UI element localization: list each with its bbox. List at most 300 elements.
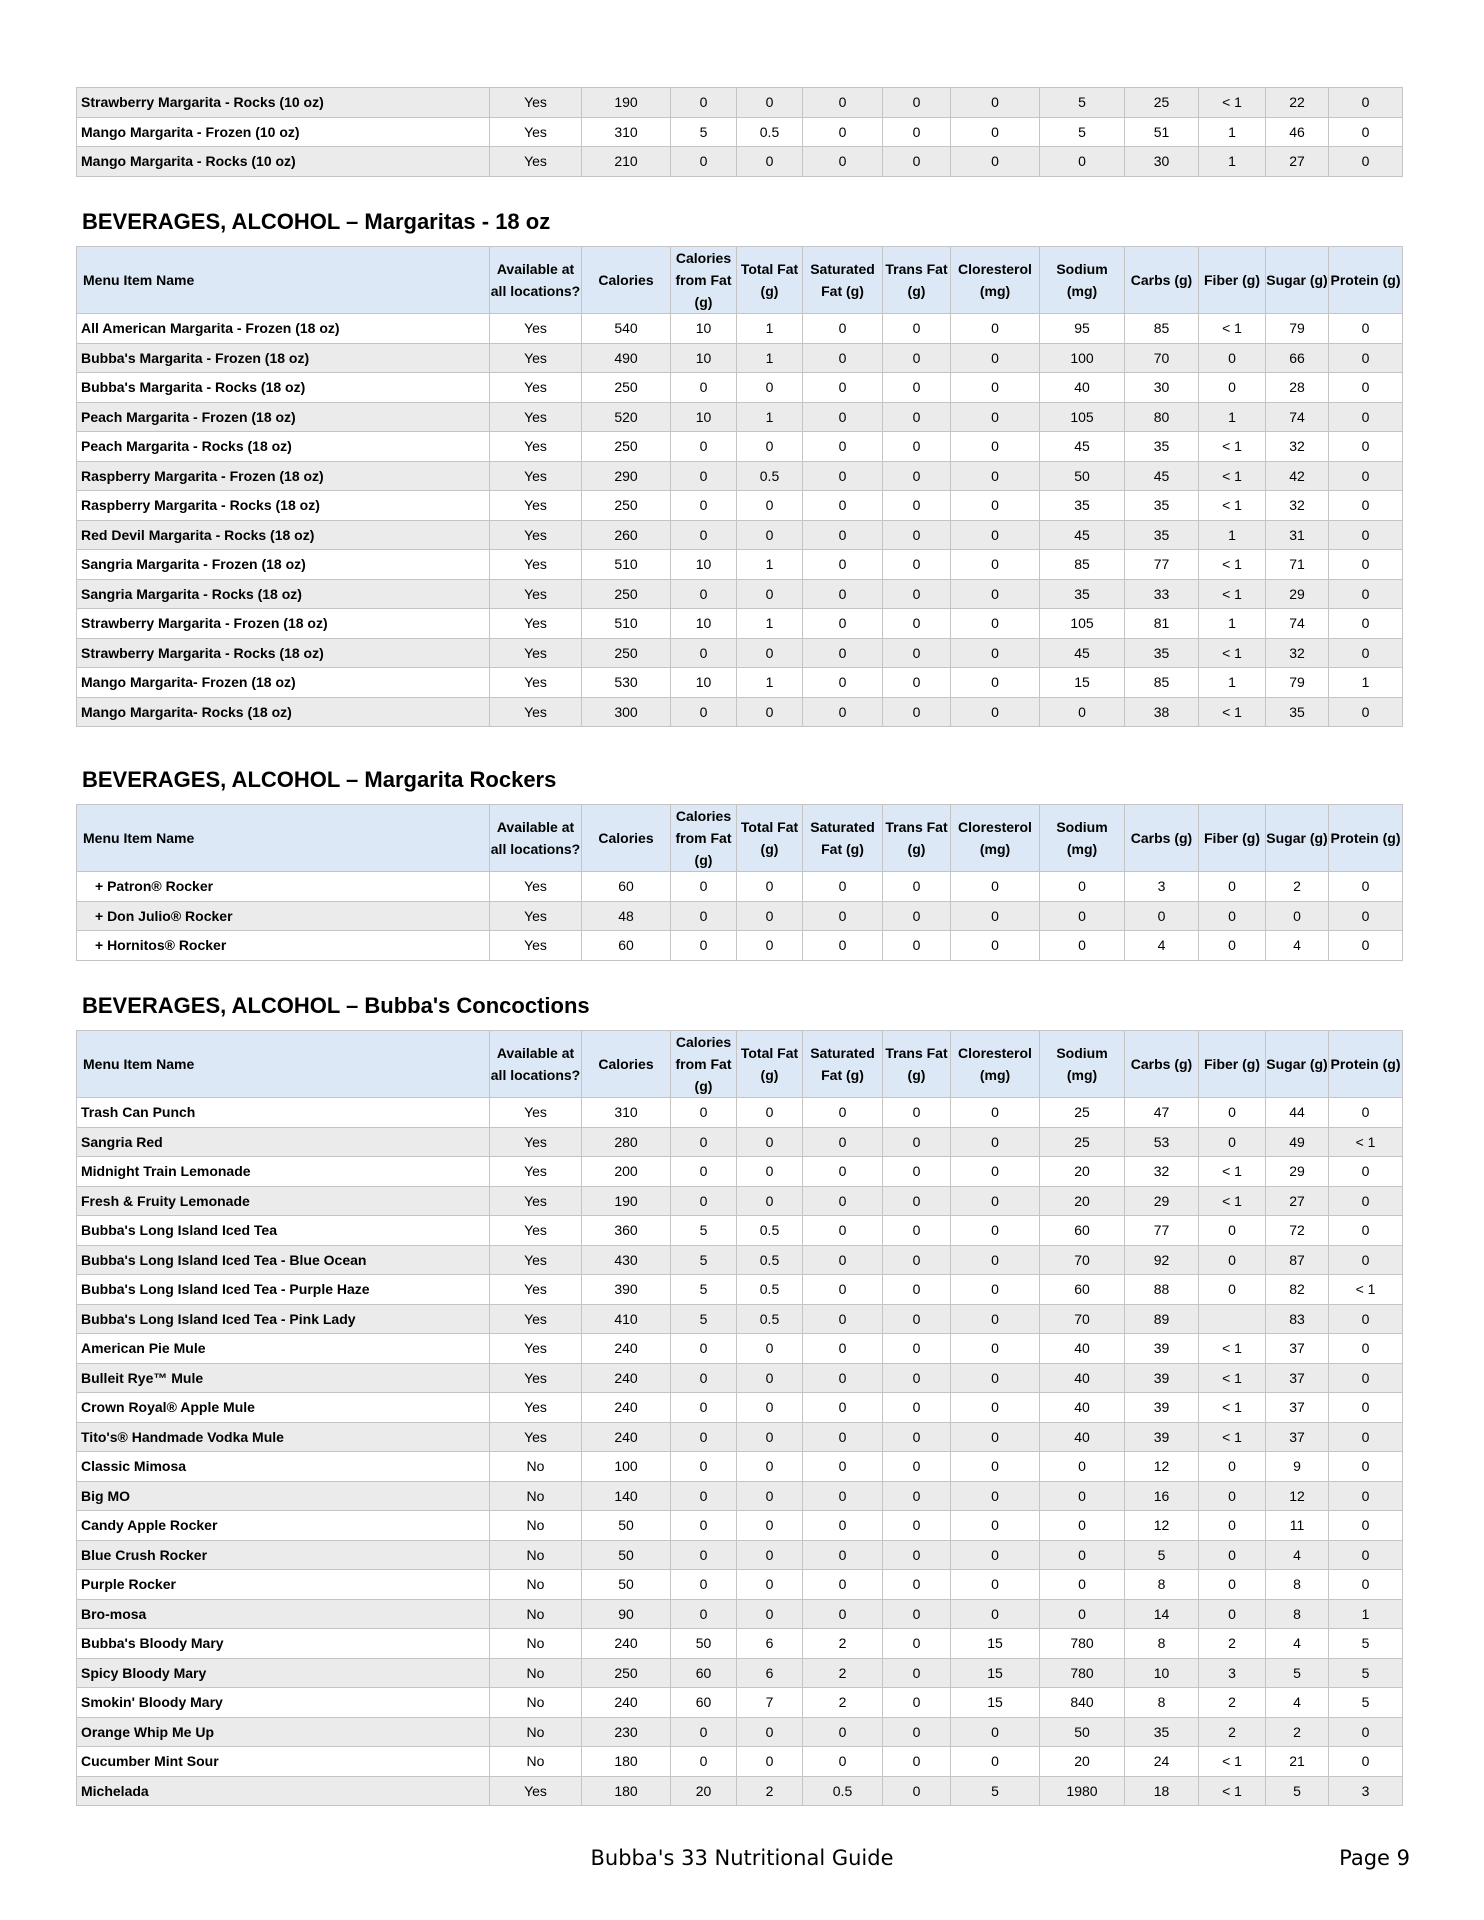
table-cell: 0 <box>1199 1245 1266 1275</box>
table-cell: < 1 <box>1199 1157 1266 1187</box>
column-header: Saturated Fat (g) <box>803 1031 883 1098</box>
table-cell: 0 <box>671 1481 737 1511</box>
table-cell: < 1 <box>1199 638 1266 668</box>
table-cell: 0 <box>671 88 737 118</box>
table-cell: < 1 <box>1199 1422 1266 1452</box>
table-cell: 1 <box>1199 609 1266 639</box>
table-cell: 0 <box>803 668 883 698</box>
table-cell: 300 <box>582 697 671 727</box>
item-name: Candy Apple Rocker <box>77 1511 490 1541</box>
table-cell: 0 <box>951 931 1040 961</box>
table-cell: 0 <box>1329 1717 1403 1747</box>
table-cell: 240 <box>582 1422 671 1452</box>
table-cell: 60 <box>582 872 671 902</box>
table-cell: 5 <box>1040 117 1125 147</box>
table-cell: 0 <box>883 373 951 403</box>
table-cell: 0 <box>803 88 883 118</box>
table-cell: 0 <box>1199 1127 1266 1157</box>
table-cell: 18 <box>1125 1776 1199 1806</box>
table-cell: 310 <box>582 117 671 147</box>
table-cell: Yes <box>490 697 582 727</box>
table-cell: 0 <box>951 1216 1040 1246</box>
table-cell: 0 <box>1329 901 1403 931</box>
column-header: Protein (g) <box>1329 805 1403 872</box>
table-cell: 48 <box>582 901 671 931</box>
table-row <box>77 432 1403 462</box>
table-cell: 0 <box>803 1540 883 1570</box>
table-cell: 0 <box>737 491 803 521</box>
table-cell: 10 <box>671 343 737 373</box>
column-header: Sodium (mg) <box>1040 805 1125 872</box>
table-cell: Yes <box>490 1098 582 1128</box>
table-cell: < 1 <box>1329 1275 1403 1305</box>
table-cell: No <box>490 1481 582 1511</box>
column-header: Trans Fat (g) <box>883 247 951 314</box>
table-cell: 540 <box>582 314 671 344</box>
table-row <box>77 491 1403 521</box>
table-cell: 0 <box>883 147 951 177</box>
table-cell: 0 <box>883 1599 951 1629</box>
table-cell: Yes <box>490 147 582 177</box>
table-cell: 0 <box>1329 697 1403 727</box>
table-cell: 0 <box>1329 1216 1403 1246</box>
item-name: Raspberry Margarita - Frozen (18 oz) <box>77 461 490 491</box>
table-cell: 250 <box>582 373 671 403</box>
table-cell: 72 <box>1266 1216 1329 1246</box>
table-cell: 46 <box>1266 117 1329 147</box>
table-cell: 0 <box>951 1540 1040 1570</box>
table-cell: 0 <box>803 579 883 609</box>
table-cell: 0 <box>1329 314 1403 344</box>
table-cell: 0 <box>803 901 883 931</box>
table-cell: 87 <box>1266 1245 1329 1275</box>
table-cell: 0 <box>803 373 883 403</box>
table-cell: 44 <box>1266 1098 1329 1128</box>
table-cell: 280 <box>582 1127 671 1157</box>
table-cell: 0 <box>1199 1540 1266 1570</box>
table-cell: 35 <box>1125 520 1199 550</box>
table-row <box>77 373 1403 403</box>
table-row <box>77 402 1403 432</box>
column-header: Carbs (g) <box>1125 805 1199 872</box>
table-cell: 35 <box>1125 638 1199 668</box>
table-cell: No <box>490 1688 582 1718</box>
column-header: Menu Item Name <box>77 805 490 872</box>
table-cell: 0 <box>951 697 1040 727</box>
table-cell: 100 <box>1040 343 1125 373</box>
table-cell: 0 <box>737 147 803 177</box>
table-cell: 0 <box>883 901 951 931</box>
table-cell: 2 <box>1266 872 1329 902</box>
table-row <box>77 314 1403 344</box>
table-cell: 240 <box>582 1629 671 1659</box>
table-cell: 45 <box>1040 520 1125 550</box>
table-row <box>77 1157 1403 1187</box>
table-cell: 0 <box>671 697 737 727</box>
table-row <box>77 1481 1403 1511</box>
table-cell: 0 <box>803 1186 883 1216</box>
table-cell: 0 <box>1199 1599 1266 1629</box>
item-name: Mango Margarita- Frozen (18 oz) <box>77 668 490 698</box>
table-cell: 30 <box>1125 373 1199 403</box>
table-row <box>77 1422 1403 1452</box>
table-cell: 0 <box>803 1717 883 1747</box>
table-cell: 490 <box>582 343 671 373</box>
table-cell: 780 <box>1040 1658 1125 1688</box>
table-cell: 0 <box>671 1540 737 1570</box>
table-cell: 0 <box>951 1157 1040 1187</box>
table-cell: 60 <box>671 1688 737 1718</box>
table-cell: 4 <box>1266 1629 1329 1659</box>
item-name: Sangria Margarita - Rocks (18 oz) <box>77 579 490 609</box>
column-header: Sodium (mg) <box>1040 1031 1125 1098</box>
table-cell: 0 <box>737 1422 803 1452</box>
item-name: Orange Whip Me Up <box>77 1717 490 1747</box>
table-cell: 74 <box>1266 609 1329 639</box>
table-cell: 39 <box>1125 1393 1199 1423</box>
table-cell: 0 <box>951 1452 1040 1482</box>
table-row <box>77 147 1403 177</box>
table-cell: 0 <box>737 88 803 118</box>
table-cell: 0 <box>1329 1098 1403 1128</box>
table-cell: 0 <box>803 1334 883 1364</box>
table-cell: 0 <box>883 520 951 550</box>
table-cell: 2 <box>1199 1717 1266 1747</box>
table-cell: 0 <box>671 1422 737 1452</box>
table-cell: 0 <box>1329 117 1403 147</box>
table-cell: 0 <box>803 1098 883 1128</box>
table-cell: 0 <box>951 1245 1040 1275</box>
table-cell: 20 <box>1040 1747 1125 1777</box>
table-cell: 0 <box>737 579 803 609</box>
table-cell: 430 <box>582 1245 671 1275</box>
column-header: Fiber (g) <box>1199 805 1266 872</box>
table-row <box>77 1629 1403 1659</box>
table-cell: 0 <box>1329 373 1403 403</box>
table-cell: 0 <box>803 1481 883 1511</box>
table-cell: 25 <box>1040 1127 1125 1157</box>
table-cell: 0 <box>883 550 951 580</box>
table-cell: 6 <box>737 1658 803 1688</box>
table-cell: No <box>490 1599 582 1629</box>
table-cell: 0 <box>883 1540 951 1570</box>
table-cell: 1 <box>737 314 803 344</box>
table-cell: 29 <box>1266 579 1329 609</box>
column-header: Sodium (mg) <box>1040 247 1125 314</box>
item-name: Spicy Bloody Mary <box>77 1658 490 1688</box>
table-cell: 0 <box>883 1186 951 1216</box>
table-cell: 0 <box>951 314 1040 344</box>
table-cell: 410 <box>582 1304 671 1334</box>
table-cell: 92 <box>1125 1245 1199 1275</box>
table-cell: 0 <box>737 1098 803 1128</box>
header-row <box>77 805 1403 872</box>
table-cell: 5 <box>671 1304 737 1334</box>
table-cell: 2 <box>1199 1629 1266 1659</box>
item-name: Mango Margarita- Rocks (18 oz) <box>77 697 490 727</box>
table-cell: 0 <box>951 1275 1040 1305</box>
table-cell: Yes <box>490 1127 582 1157</box>
table-cell: 0 <box>737 1334 803 1364</box>
table-cell: 250 <box>582 579 671 609</box>
item-name: Crown Royal® Apple Mule <box>77 1393 490 1423</box>
table-cell: < 1 <box>1199 1186 1266 1216</box>
item-name: Red Devil Margarita - Rocks (18 oz) <box>77 520 490 550</box>
table-cell: 0 <box>883 402 951 432</box>
footer-title: Bubba's 33 Nutritional Guide <box>590 1846 894 1870</box>
table-cell: 0 <box>1040 1511 1125 1541</box>
column-header: Menu Item Name <box>77 247 490 314</box>
item-name: Bubba's Long Island Iced Tea - Blue Ocean <box>77 1245 490 1275</box>
table-cell: 40 <box>1040 1363 1125 1393</box>
item-name: Strawberry Margarita - Rocks (18 oz) <box>77 638 490 668</box>
table-cell: 0 <box>803 432 883 462</box>
table-cell: 0 <box>803 1245 883 1275</box>
table-cell: 0 <box>671 1186 737 1216</box>
table-cell: 0 <box>883 1363 951 1393</box>
table-row <box>77 697 1403 727</box>
table-cell: 88 <box>1125 1275 1199 1305</box>
table-cell: 0 <box>737 1186 803 1216</box>
table-cell: 32 <box>1266 491 1329 521</box>
table-cell: < 1 <box>1199 1393 1266 1423</box>
table-cell: Yes <box>490 1776 582 1806</box>
table-cell: 45 <box>1040 638 1125 668</box>
table-cell: 0 <box>737 697 803 727</box>
column-header: Protein (g) <box>1329 1031 1403 1098</box>
table-cell: 0 <box>1329 147 1403 177</box>
table-cell: 0 <box>1199 1275 1266 1305</box>
table-row <box>77 668 1403 698</box>
table-cell: 0 <box>883 343 951 373</box>
table-cell: 360 <box>582 1216 671 1246</box>
section-title: BEVERAGES, ALCOHOL – Bubba's Concoctions <box>82 993 590 1018</box>
table-cell: 1 <box>737 550 803 580</box>
item-name: Cucumber Mint Sour <box>77 1747 490 1777</box>
table-row <box>77 901 1403 931</box>
table-row <box>77 1776 1403 1806</box>
table-cell: 85 <box>1040 550 1125 580</box>
table-cell: 8 <box>1125 1570 1199 1600</box>
table-cell: 32 <box>1125 1157 1199 1187</box>
table-cell: 8 <box>1125 1688 1199 1718</box>
table-cell: 0 <box>671 491 737 521</box>
table-cell: 5 <box>1266 1658 1329 1688</box>
table-cell: 1980 <box>1040 1776 1125 1806</box>
table-cell: 0 <box>671 579 737 609</box>
table-cell: 0 <box>883 1658 951 1688</box>
table-cell: 0 <box>1329 1157 1403 1187</box>
table-cell: 2 <box>803 1629 883 1659</box>
table-cell: Yes <box>490 1275 582 1305</box>
table-cell: 5 <box>671 1216 737 1246</box>
table-cell: 0 <box>737 638 803 668</box>
table-cell: 0.5 <box>803 1776 883 1806</box>
table-cell: 780 <box>1040 1629 1125 1659</box>
table-row <box>77 931 1403 961</box>
table-cell: 10 <box>671 402 737 432</box>
table-cell: 1 <box>1199 520 1266 550</box>
table-row <box>77 1658 1403 1688</box>
table-row <box>77 1216 1403 1246</box>
table-cell: 35 <box>1040 491 1125 521</box>
table-cell: 0 <box>883 117 951 147</box>
table-cell: 0 <box>951 1334 1040 1364</box>
table-cell: < 1 <box>1199 432 1266 462</box>
item-name: Big MO <box>77 1481 490 1511</box>
table-cell: 22 <box>1266 88 1329 118</box>
item-name: Trash Can Punch <box>77 1098 490 1128</box>
table-cell: 15 <box>1040 668 1125 698</box>
table-cell: 0 <box>1040 1570 1125 1600</box>
table-cell: 0 <box>671 872 737 902</box>
table-row <box>77 1452 1403 1482</box>
table-cell: 0 <box>883 872 951 902</box>
table-cell: 0 <box>1040 1599 1125 1629</box>
table-cell: 77 <box>1125 1216 1199 1246</box>
table-cell: Yes <box>490 1216 582 1246</box>
table-cell: 40 <box>1040 373 1125 403</box>
table-cell: 0 <box>883 931 951 961</box>
table-cell: Yes <box>490 373 582 403</box>
table-row <box>77 1304 1403 1334</box>
table-cell: 140 <box>582 1481 671 1511</box>
table-cell: 0 <box>1329 1540 1403 1570</box>
column-header: Calories from Fat (g) <box>671 1031 737 1098</box>
table-cell: 39 <box>1125 1334 1199 1364</box>
table-row <box>77 872 1403 902</box>
table-cell: 0 <box>803 1422 883 1452</box>
table-cell: Yes <box>490 314 582 344</box>
table-cell: 0 <box>803 1747 883 1777</box>
table-cell: 71 <box>1266 550 1329 580</box>
table-cell: 0 <box>883 88 951 118</box>
table-cell: 0 <box>803 1570 883 1600</box>
table-cell: 0 <box>671 520 737 550</box>
table-cell: 0 <box>1329 343 1403 373</box>
table-cell: 32 <box>1266 432 1329 462</box>
table-cell: 8 <box>1125 1629 1199 1659</box>
table-cell: 50 <box>671 1629 737 1659</box>
table-cell: 39 <box>1125 1422 1199 1452</box>
table-cell: 0.5 <box>737 461 803 491</box>
table-cell: 510 <box>582 609 671 639</box>
margarita-rockers-table <box>76 804 1403 961</box>
table-cell: 0 <box>803 638 883 668</box>
item-name: Purple Rocker <box>77 1570 490 1600</box>
table-cell: 12 <box>1125 1511 1199 1541</box>
table-cell: 38 <box>1125 697 1199 727</box>
table-cell: 0 <box>883 1393 951 1423</box>
table-cell: 1 <box>1199 117 1266 147</box>
table-row <box>77 88 1403 118</box>
table-cell: 28 <box>1266 373 1329 403</box>
table-cell: 12 <box>1125 1452 1199 1482</box>
table-cell: 0 <box>951 1363 1040 1393</box>
table-cell: 0 <box>737 1599 803 1629</box>
table-cell: 0 <box>951 1393 1040 1423</box>
table-cell: 0 <box>951 147 1040 177</box>
table-cell: 0 <box>883 1688 951 1718</box>
table-cell: 70 <box>1040 1304 1125 1334</box>
table-cell: 0 <box>1199 1481 1266 1511</box>
item-name: Bro-mosa <box>77 1599 490 1629</box>
table-cell: 0 <box>1199 1216 1266 1246</box>
table-cell: 0 <box>1329 638 1403 668</box>
table-cell: 0 <box>803 147 883 177</box>
table-cell: 0 <box>883 638 951 668</box>
table-cell: 0 <box>1329 1363 1403 1393</box>
table-cell: 250 <box>582 1658 671 1688</box>
table-cell: 0 <box>951 461 1040 491</box>
column-header: Calories <box>582 1031 671 1098</box>
table-cell: 0 <box>1040 1452 1125 1482</box>
table-cell: 0 <box>883 1127 951 1157</box>
table-cell: Yes <box>490 1245 582 1275</box>
table-cell: 5 <box>1040 88 1125 118</box>
table-cell: 0 <box>671 1393 737 1423</box>
table-cell: 0 <box>1329 1334 1403 1364</box>
table-cell: 0 <box>671 1157 737 1187</box>
table-cell: 70 <box>1040 1245 1125 1275</box>
table-cell: 5 <box>671 1245 737 1275</box>
table-cell: 20 <box>1040 1157 1125 1187</box>
table-cell: 12 <box>1266 1481 1329 1511</box>
table-cell: 0 <box>951 1304 1040 1334</box>
table-cell: 25 <box>1040 1098 1125 1128</box>
item-name: Bulleit Rye™ Mule <box>77 1363 490 1393</box>
item-name: Raspberry Margarita - Rocks (18 oz) <box>77 491 490 521</box>
table-cell: 250 <box>582 638 671 668</box>
table-cell: 39 <box>1125 1363 1199 1393</box>
table-cell: 0 <box>951 491 1040 521</box>
table-cell: 8 <box>1266 1599 1329 1629</box>
table-cell: 0 <box>951 638 1040 668</box>
column-header: Saturated Fat (g) <box>803 247 883 314</box>
table-cell: 0 <box>883 1422 951 1452</box>
table-cell: 1 <box>737 343 803 373</box>
page-number: Page 9 <box>1339 1846 1410 1870</box>
column-header: Total Fat (g) <box>737 1031 803 1098</box>
table-cell: 50 <box>582 1570 671 1600</box>
table-cell: 0 <box>803 1511 883 1541</box>
table-cell: 95 <box>1040 314 1125 344</box>
table-cell: 5 <box>1266 1776 1329 1806</box>
table-cell: 15 <box>951 1629 1040 1659</box>
table-cell: 1 <box>1199 668 1266 698</box>
table-cell: 290 <box>582 461 671 491</box>
table-cell: 100 <box>582 1452 671 1482</box>
table-cell: 0 <box>883 1275 951 1305</box>
table-cell: 0 <box>671 1334 737 1364</box>
table-cell: 1 <box>1329 1599 1403 1629</box>
table-row <box>77 579 1403 609</box>
table-cell: Yes <box>490 1422 582 1452</box>
bubbas-concoctions-table <box>76 1030 1403 1806</box>
table-cell: 0 <box>803 491 883 521</box>
item-name: Peach Margarita - Rocks (18 oz) <box>77 432 490 462</box>
table-cell: 45 <box>1125 461 1199 491</box>
column-header: Cloresterol (mg) <box>951 1031 1040 1098</box>
table-cell: No <box>490 1658 582 1688</box>
table-cell: Yes <box>490 461 582 491</box>
table-cell <box>1199 1304 1266 1334</box>
table-cell: 83 <box>1266 1304 1329 1334</box>
table-cell: 60 <box>582 931 671 961</box>
table-cell: 2 <box>803 1688 883 1718</box>
table-cell: 79 <box>1266 314 1329 344</box>
table-cell: 0 <box>1125 901 1199 931</box>
